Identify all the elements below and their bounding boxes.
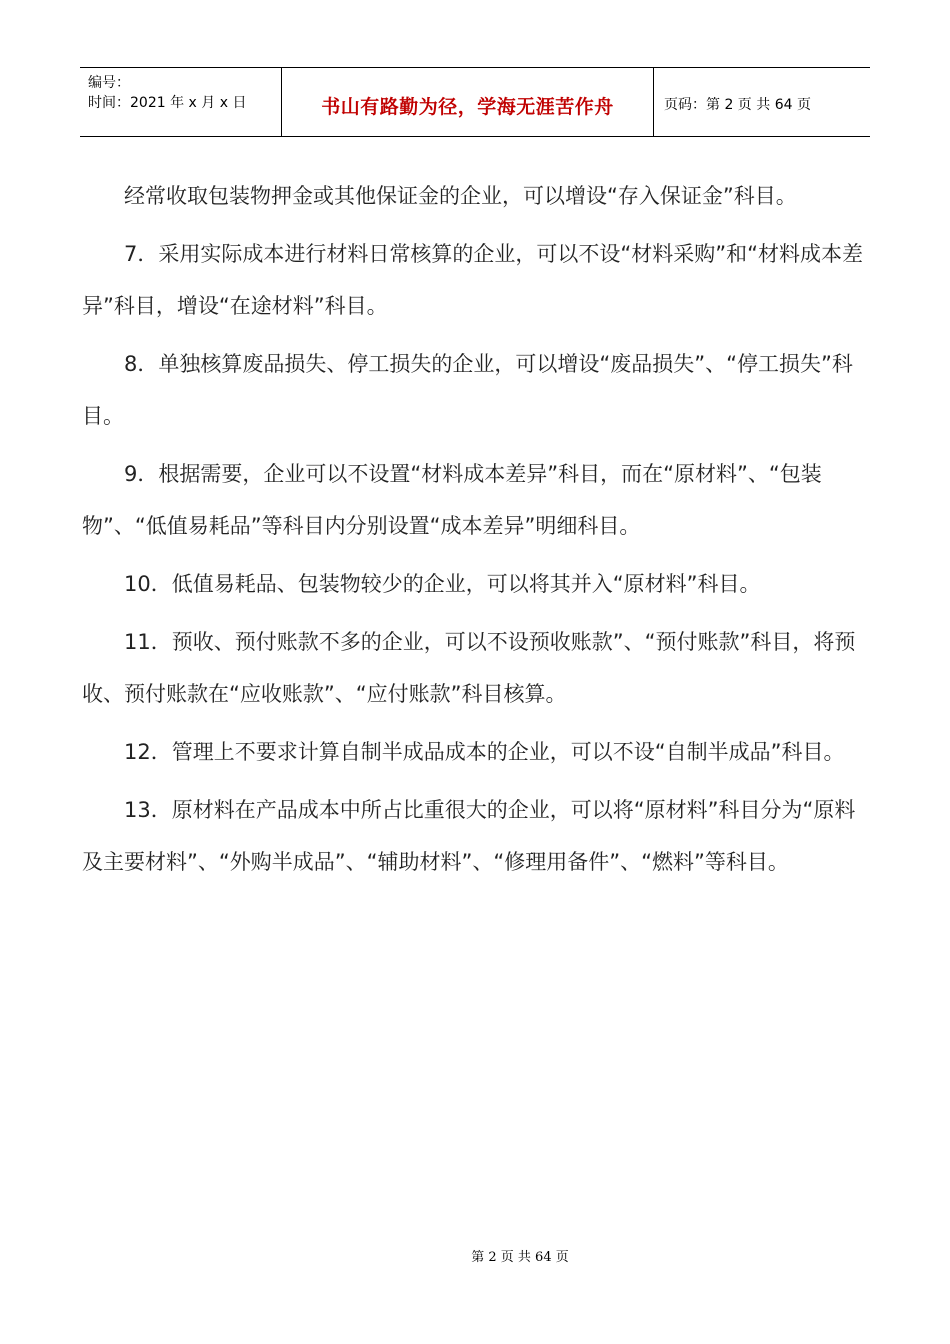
paragraph: 经常收取包装物押金或其他保证金的企业，可以增设“存入保证金”科目。	[124, 184, 797, 208]
document-header	[80, 67, 870, 137]
number-label: 编号：	[88, 75, 130, 91]
paragraph: 11．预收、预付账款不多的企业，可以不设预收账款”、“预付账款”科目，将预收、预付账款在“应收账款”、“应付账款”科目核算。	[82, 630, 856, 706]
header-motto-cell	[282, 68, 654, 136]
paragraph: 9．根据需要，企业可以不设置“材料成本差异”科目，而在“原材料”、“包装物”、“低值易耗品”等科目内分别设置“成本差异”明细科目。	[82, 462, 822, 538]
document-body	[82, 170, 872, 894]
motto: 书山有路勤为径，学海无涯苦作舟	[321, 96, 614, 118]
date-label: 时间：2021 年 x 月 x 日	[88, 95, 247, 111]
paragraph: 13．原材料在产品成本中所占比重很大的企业，可以将“原材料”科目分为“原料及主要材料”、“外购半成品”、“辅助材料”、“修理用备件”、“燃料”等科目。	[82, 798, 856, 874]
page-label: 页码：第 2 页 共 64 页	[664, 97, 811, 113]
paragraph: 7．采用实际成本进行材料日常核算的企业，可以不设“材料采购”和“材料成本差异”科目，增设“在途材料”科目。	[82, 242, 863, 318]
paragraph: 12．管理上不要求计算自制半成品成本的企业，可以不设“自制半成品”科目。	[124, 740, 845, 764]
paragraph: 10．低值易耗品、包装物较少的企业，可以将其并入“原材料”科目。	[124, 572, 761, 596]
paragraph: 8．单独核算废品损失、停工损失的企业，可以增设“废品损失”、“停工损失”科目。	[82, 352, 853, 428]
header-page-cell	[654, 68, 870, 136]
header-info-cell	[80, 68, 282, 136]
page-footer: 第 2 页 共 64 页	[471, 1250, 569, 1265]
